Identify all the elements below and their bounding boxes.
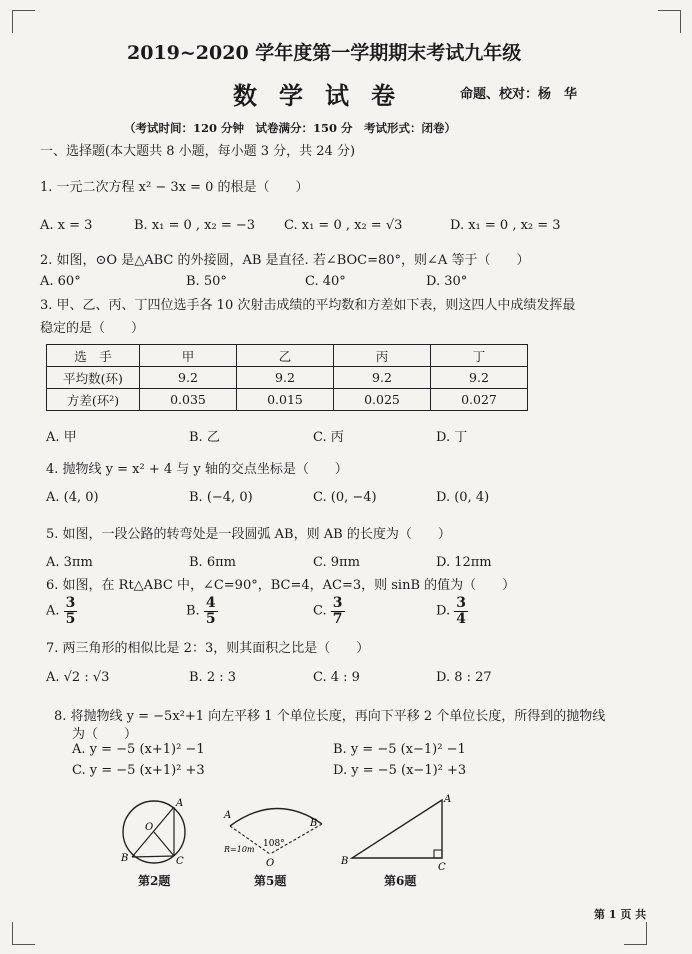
q2-option-a: A. 60° [40,274,81,289]
crop-mark-bottom-left [12,922,35,945]
table-cell: 0.035 [140,389,237,411]
fig2-label-o: O [145,822,154,833]
fig2-label-c: C [176,856,184,867]
q4-option-b: B. (−4, 0) [189,490,253,505]
fraction-numerator: 3 [456,595,466,611]
figure-2-diagram [112,792,198,870]
segment-bc-line [132,856,174,857]
q1-option-a: A. x = 3 [40,218,93,233]
q3-option-d: D. 丁 [436,430,468,445]
q6-fraction [64,596,78,626]
fig5-label-b: B [310,818,318,829]
q6-option-b [186,596,218,626]
fraction-numerator: 3 [332,595,343,611]
table-header-cell: 选 手 [47,345,140,367]
fig5-angle-label: 108° [263,839,285,849]
question-2-stem: 2. 如图，⊙O 是△ABC 的外接圆，AB 是直径. 若∠BOC=80°，则∠A 等于（ ） [40,253,530,268]
table-header-cell: 甲 [140,345,237,367]
q8-option-b: B. y = −5 (x−1)² −1 [333,742,466,757]
table-header-cell: 丁 [431,345,528,367]
question-3-stem-line2: 稳定的是（ ） [40,321,145,336]
question-1-stem: 1. 一元二次方程 x² − 3x = 0 的根是（ ） [40,180,309,195]
fraction-denominator: 4 [456,610,466,627]
table-cell: 9.2 [237,367,334,389]
q7-option-d: D. 8 : 27 [436,670,492,685]
table-cell: 0.027 [431,389,528,411]
fig5-label-a: A [224,810,232,821]
q3-option-b: B. 乙 [189,430,220,445]
q4-option-a: A. (4, 0) [46,490,99,505]
table-cell: 平均数(环) [47,367,140,389]
q2-option-b: B. 50° [186,274,227,289]
table-header-cell: 乙 [237,345,334,367]
fig2-label-a: A [176,798,184,809]
figure-6-diagram [338,792,454,878]
table-row [47,389,528,411]
fraction-numerator: 3 [65,595,76,611]
q8-option-a: A. y = −5 (x+1)² −1 [72,742,205,757]
q4-option-d: D. (0, 4) [436,490,490,505]
q3-option-c: C. 丙 [313,430,344,445]
q6-option-label: D. [436,603,451,619]
table-cell: 0.025 [334,389,431,411]
question-8-stem-line1: 8. 将抛物线 y = −5x²+1 向左平移 1 个单位长度，再向下平移 2 个单位长度，所得到的抛物线 [54,709,606,724]
paper-subtitle: 数学试卷 [233,81,417,110]
fig5-label-o: O [266,858,275,869]
segment-oc-line [154,832,174,856]
q5-option-c: C. 9πm [313,555,360,570]
exam-title: 2019~2020 学年度第一学期期末考试九年级 [127,42,522,64]
road-arc-shape [230,808,322,826]
question-4-stem: 4. 抛物线 y = x² + 4 与 y 轴的交点坐标是（ ） [46,462,348,477]
right-angle-mark [434,850,442,858]
q6-fraction [331,596,345,626]
right-triangle-shape [352,800,442,858]
table-cell: 方差(环²) [47,389,140,411]
q6-fraction [204,596,218,626]
q3-score-table [46,344,528,411]
q4-option-c: C. (0, −4) [313,490,377,505]
q6-option-label: B. [186,603,200,619]
q7-option-a: A. √2 : √3 [46,670,110,685]
fraction-denominator: 7 [332,610,343,627]
q1-option-d: D. x₁ = 0 , x₂ = 3 [450,218,561,233]
table-row [47,367,528,389]
q1-option-b: B. x₁ = 0 , x₂ = −3 [134,218,256,233]
q1-option-c: C. x₁ = 0 , x₂ = √3 [284,218,403,233]
q6-fraction [454,596,468,626]
fig6-label-c: C [438,862,446,873]
table-cell: 9.2 [334,367,431,389]
question-5-stem: 5. 如图，一段公路的转弯处是一段圆弧 AB，则 AB 的长度为（ ） [46,527,451,542]
q6-option-d [436,596,468,626]
table-cell: 9.2 [140,367,237,389]
q7-option-c: C. 4 : 9 [313,670,360,685]
crop-mark-bottom-right [624,922,647,945]
section-heading: 一、选择题(本大题共 8 小题，每小题 3 分，共 24 分) [40,144,356,159]
question-7-stem: 7. 两三角形的相似比是 2：3，则其面积之比是（ ） [46,641,370,656]
crop-mark-top-left [12,10,35,33]
q2-option-d: D. 30° [426,274,468,289]
exam-info: （考试时间：120 分钟 试卷满分：150 分 考试形式：闭卷） [124,121,457,135]
q6-option-label: C. [313,603,327,619]
q2-option-c: C. 40° [305,274,346,289]
fig5-radius-label: R=10m [224,845,255,854]
q6-option-a [46,596,77,626]
question-8-stem-line2: 为（ ） [72,727,138,742]
q3-option-a: A. 甲 [46,430,77,445]
figure-2-caption: 第2题 [138,874,171,888]
q8-option-c: C. y = −5 (x+1)² +3 [72,763,205,778]
figure-5-diagram [214,800,334,870]
question-6-stem: 6. 如图，在 Rt△ABC 中，∠C=90°，BC=4，AC=3，则 sinB 的值为（ ） [46,578,516,593]
fraction-denominator: 5 [205,610,216,627]
table-header-cell: 丙 [334,345,431,367]
table-header-row [47,345,528,367]
fig6-label-b: B [341,856,349,867]
q6-option-label: A. [46,603,60,619]
q5-option-a: A. 3πm [46,555,93,570]
fig6-label-a: A [444,794,452,805]
fig2-label-b: B [121,853,129,864]
figure-5-caption: 第5题 [254,874,287,888]
q6-option-c [313,596,345,626]
q8-option-d: D. y = −5 (x−1)² +3 [333,763,467,778]
q7-option-b: B. 2 : 3 [189,670,237,685]
table-cell: 9.2 [431,367,528,389]
q5-option-d: D. 12πm [436,555,492,570]
q5-option-b: B. 6πm [189,555,236,570]
fraction-denominator: 5 [65,610,76,627]
crop-mark-top-right [658,10,681,33]
figure-6-caption: 第6题 [384,874,417,888]
author-credit: 命题、校对：杨 华 [460,87,578,102]
question-3-stem-line1: 3. 甲、乙、丙、丁四位选手各 10 次射击成绩的平均数和方差如下表，则这四人中成绩发挥最 [40,298,576,313]
table-cell: 0.015 [237,389,334,411]
fraction-numerator: 4 [205,595,216,611]
page-number: 第 1 页 共 [594,908,647,921]
